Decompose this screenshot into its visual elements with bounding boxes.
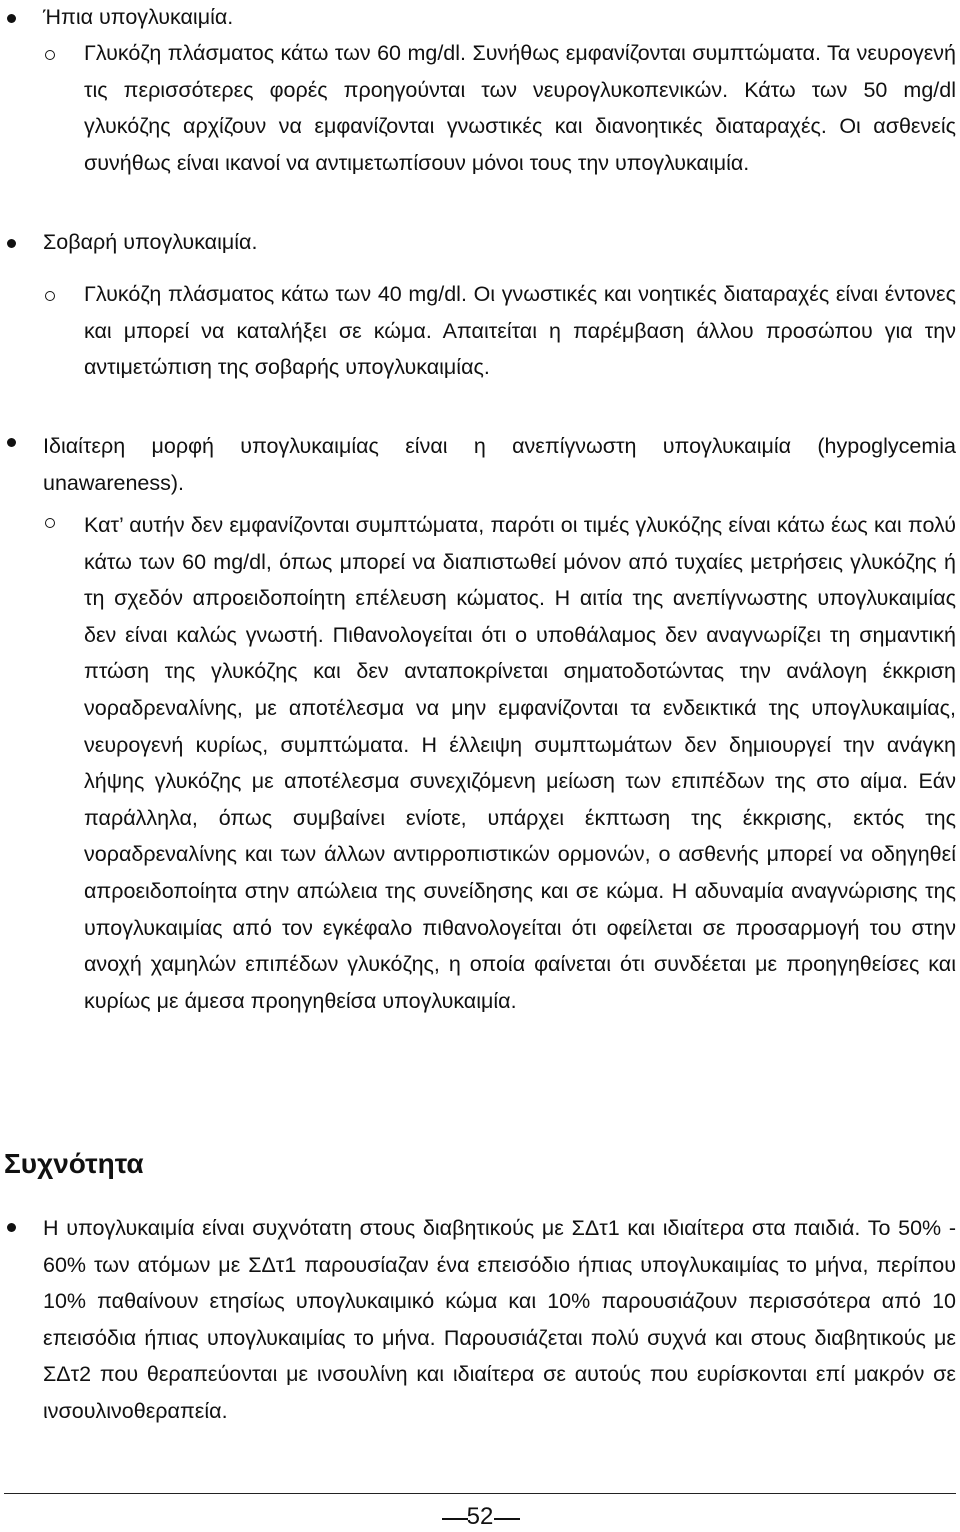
section-heading: Συχνότητα	[4, 1148, 144, 1179]
bullet-dot-icon	[7, 438, 16, 447]
list-item: Σοβαρή υπογλυκαιμία.	[43, 230, 258, 254]
bullet-dot-icon	[7, 239, 16, 248]
list-item: Γλυκόζη πλάσματος κάτω των 40 mg/dl. Οι γνωστικές και νοητικές διαταραχές είναι έντονες και μπορεί να καταλήξει σε κώμα. Απαιτείται η παρέμβαση άλλου προσώπου για την αντιμετώπιση της σοβαρής υπογλυκαιμίας.	[84, 282, 956, 380]
list-item: Η υπογλυκαιμία είναι συχνότατη στους διαβητικούς με ΣΔτ1 και ιδιαίτερα στα παιδιά. Το 50% - 60% των ατόμων με ΣΔτ1 παρουσίαζαν ένα επεισόδιο ήπιας υπογλυκαιμίας το μήνα, περίπου 10% παθαίνουν ετησίως υπογλυκαιμικό κώμα και 10% παρουσιάζουν περισσότερα από 10 επεισόδια ήπιας υπογλυκαιμίας το μήνα. Παρουσιάζεται πολύ συχνά και στους διαβητικούς με ΣΔτ2 που θεραπεύονται με ινσουλίνη και ιδιαίτερα σε αυτούς που ευρίσκονται επί μακρόν σε ινσουλινοθεραπεία.	[43, 1216, 956, 1423]
list-item: Ήπια υπογλυκαιμία.	[43, 5, 234, 29]
bullet-dot-icon	[7, 14, 16, 23]
bullet-circle-icon	[45, 50, 55, 60]
bullet-dot-icon	[7, 1223, 16, 1232]
list-item: Γλυκόζη πλάσματος κάτω των 60 mg/dl. Συνήθως εμφανίζονται συμπτώματα. Τα νευρογενή τις περισσότερες φορές προηγούνται των νευρογλυκοπενικών. Κάτω των 50 mg/dl γλυκόζης αρχίζουν να εμφανίζονται γνωστικές και διανοητικές διαταραχές. Οι ασθενείς συνήθως είναι ικανοί να αντιμετωπίσουν μόνοι τους την υπογλυκαιμία.	[84, 41, 956, 175]
list-item: Ιδιαίτερη μορφή υπογλυκαιμίας είναι η ανεπίγνωστη υπογλυκαιμία (hypoglycemia unawareness).	[43, 434, 956, 495]
list-item: Κατ’ αυτήν δεν εμφανίζονται συμπτώματα, παρότι οι τιμές γλυκόζης είναι κάτω έως και πολύ κάτω των 60 mg/dl, όπως μπορεί να διαπιστωθεί μόνον από τυχαίες μετρήσεις γλυκόζης ή τη σχεδόν απροειδοποίητη επέλευση κώματος. Η αιτία της ανεπίγνωστης υπογλυκαιμίας δεν είναι καλώς γνωστή. Πιθανολογείται ότι ο υποθάλαμος δεν αναγνωρίζει τη σημαντική πτώση της γλυκόζης και δεν ανταποκρίνεται σηματοδοτώντας την ανάλογη έκκριση νοραδρεναλίνης, με αποτέλεσμα να μην εμφανίζονται τα ενδεικτικά της υπογλυκαιμίας, νευρογενή κυρίως, συμπτώματα. Η έλλειψη συμπτωμάτων δεν δημιουργεί την ανάγκη λήψης γλυκόζης με αποτέλεσμα συνεχιζόμενη μείωση των επιπέδων της στο αίμα. Εάν παράλληλα, όπως συμβαίνει ενίοτε, υπάρχει έκπτωση της έκκρισης, εκτός της νοραδρεναλίνης και των άλλων αντιρροπιστικών ορμονών, ο ασθενής μπορεί να οδηγηθεί απροειδοποίητα στην απώλεια της συνείδησης και σε κώμα. Η αδυναμία αναγνώρισης της υπογλυκαιμίας από τον εγκέφαλο πιθανολογείται ότι οφείλεται σε προσαρμογή του στην ανοχή χαμηλών επιπέδων γλυκόζης, η οποία φαίνεται ότι συνδέεται με προηγηθείσες και κυρίως με άμεσα προηγηθείσα υπογλυκαιμία.	[84, 513, 956, 1013]
page-number: 52	[466, 1503, 494, 1530]
footer-rule	[4, 1493, 956, 1494]
bullet-circle-icon	[45, 291, 55, 301]
page-number-dash-right	[494, 1518, 520, 1520]
bullet-circle-icon	[45, 518, 55, 528]
